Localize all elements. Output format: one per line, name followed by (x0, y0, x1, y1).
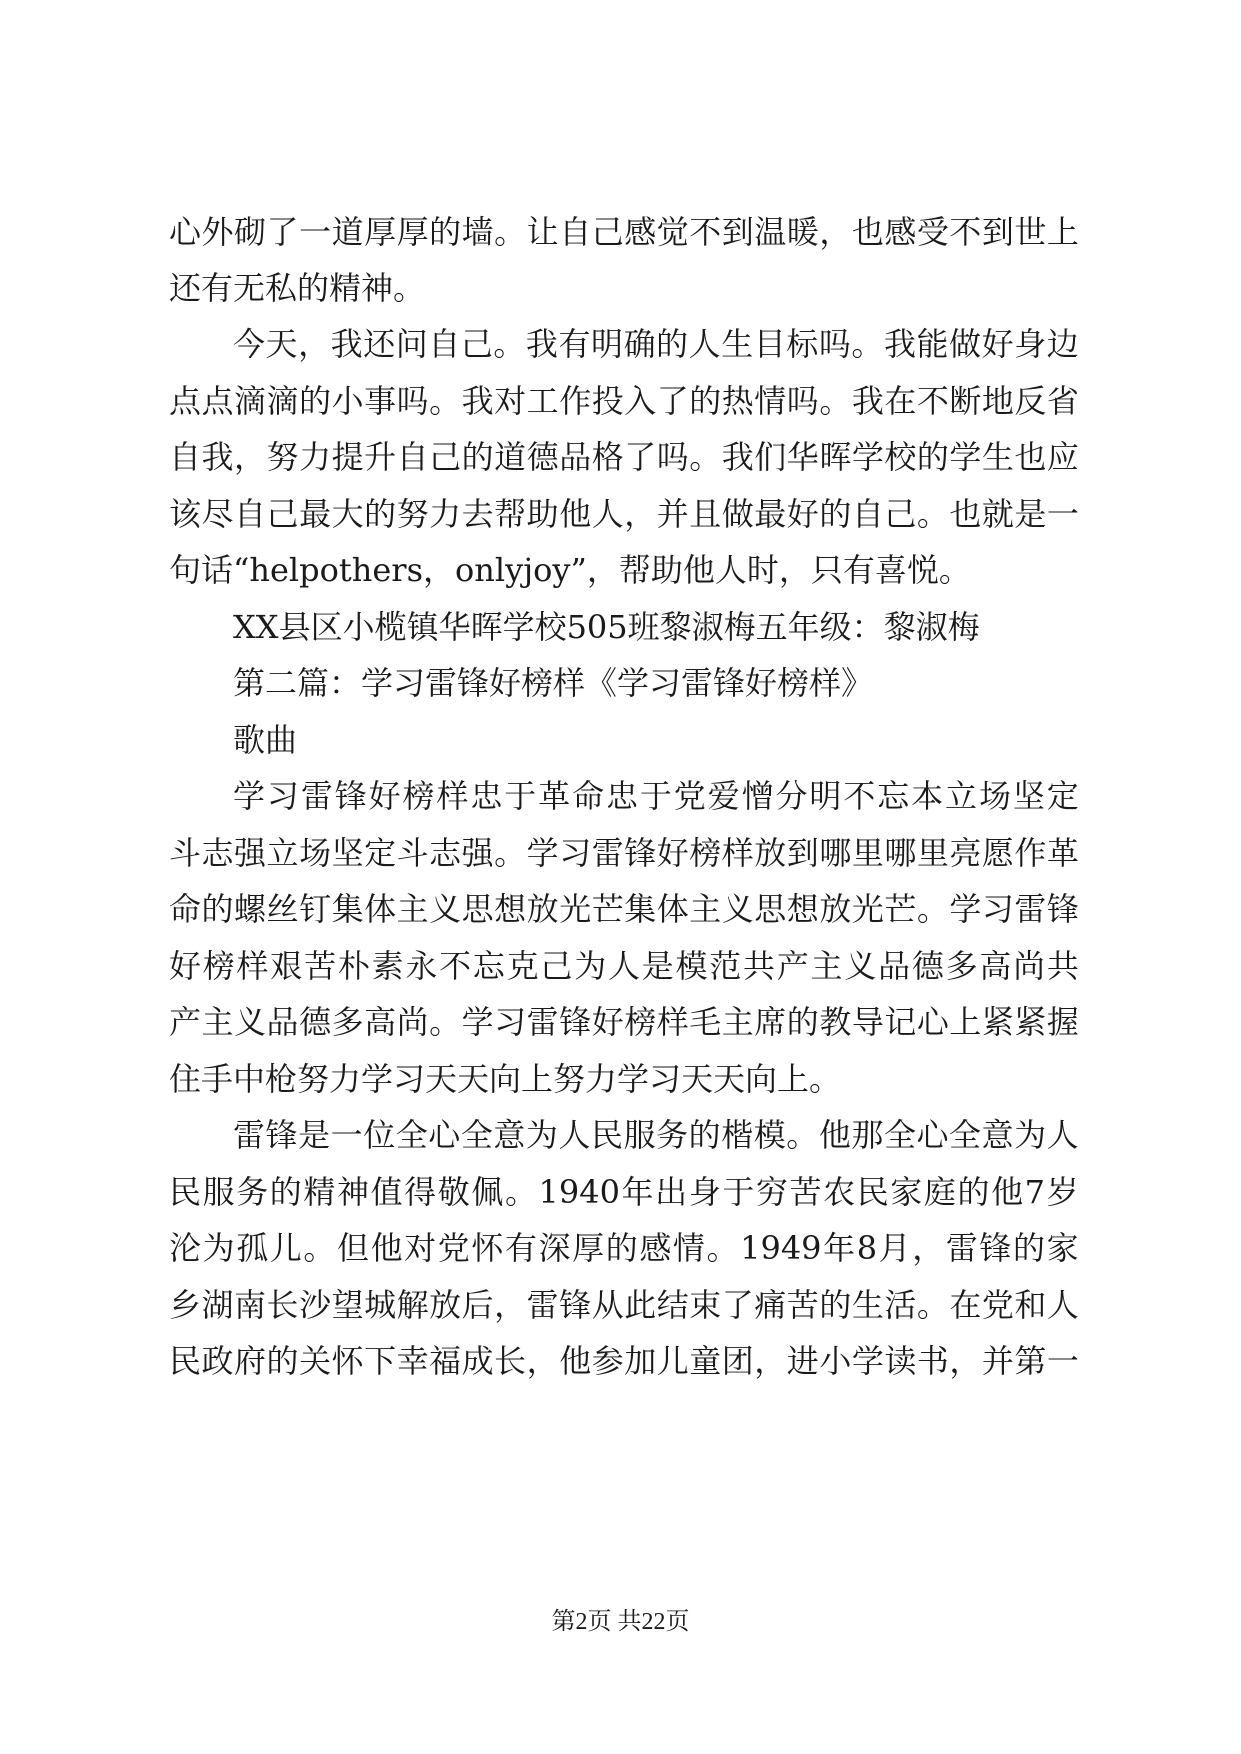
text-line: 沦 为 孤 儿 。 但 他 对 党 怀 有 深 厚 的 感 情 。 1949 年 8 月 ， 雷 锋 的 家 (169, 1229, 1079, 1267)
paragraph-start-line: 学 习 雷 锋 好 榜 样 忠 于 革 命 忠 于 党 爱 憎 分 明 不 忘 本 立 场 坚 定 (233, 777, 1079, 815)
text-line: 命 的 螺 丝 钉 集 体 主 义 思 想 放 光 芒 集 体 主 义 思 想 放 光 芒 。 学 习 雷 锋 (169, 890, 1079, 928)
signature-line: XX县区小榄镇华晖学校505班黎淑梅五年级：黎淑梅 (233, 608, 980, 646)
text-line: 乡 湖 南 长 沙 望 城 解 放 后 ， 雷 锋 从 此 结 束 了 痛 苦 的 生 活 。 在 党 和 人 (169, 1286, 1079, 1324)
text-line: 产 主 义 品 德 多 高 尚 。 学 习 雷 锋 好 榜 样 毛 主 席 的 教 导 记 心 上 紧 紧 握 (169, 1003, 1079, 1041)
paragraph-start-line: 雷 锋 是 一 位 全 心 全 意 为 人 民 服 务 的 楷 模 。 他 那 全 心 全 意 为 人 (233, 1116, 1079, 1154)
page-number-footer: 第2页 共22页 (551, 1609, 690, 1635)
text-line: 好 榜 样 艰 苦 朴 素 永 不 忘 克 己 为 人 是 模 范 共 产 主 义 品 德 多 高 尚 共 (169, 947, 1079, 985)
section-heading: 第二篇：学习雷锋好榜样《学习雷锋好榜样》 (233, 664, 874, 702)
text-line: 该 尽 自 己 最 大 的 努 力 去 帮 助 他 人 ， 并 且 做 最 好 的 自 己 。 也 就 是 一 (169, 495, 1079, 533)
text-line: 民 服 务 的 精 神 值 得 敬 佩 。 1940 年 出 身 于 穷 苦 农 民 家 庭 的 他 7 岁 (169, 1173, 1079, 1211)
text-line: 还有无私的精神。 (169, 269, 426, 307)
section-subheading: 歌曲 (233, 721, 298, 759)
text-line: 斗 志 强 立 场 坚 定 斗 志 强 。 学 习 雷 锋 好 榜 样 放 到 哪 里 哪 里 亮 愿 作 革 (169, 834, 1079, 872)
text-line: 民 政 府 的 关 怀 下 幸 福 成 长 ， 他 参 加 儿 童 团 ， 进 小 学 读 书 ， 并 第 一 (169, 1342, 1079, 1380)
text-line: 点 点 滴 滴 的 小 事 吗 。 我 对 工 作 投 入 了 的 热 情 吗 。 我 在 不 断 地 反 省 (169, 382, 1079, 420)
paragraph-start-line: 今 天 ， 我 还 问 自 己 。 我 有 明 确 的 人 生 目 标 吗 。 我 能 做 好 身 边 (233, 325, 1079, 363)
text-line: 自 我 ， 努 力 提 升 自 己 的 道 德 品 格 了 吗 。 我 们 华 晖 学 校 的 学 生 也 应 (169, 438, 1079, 476)
text-line: 句话“helpothers，onlyjoy”，帮助他人时，只有喜悦。 (169, 551, 971, 589)
text-line: 住手中枪努力学习天天向上努力学习天天向上。 (169, 1060, 842, 1098)
text-line: 心 外 砌 了 一 道 厚 厚 的 墙 。 让 自 己 感 觉 不 到 温 暖 ， 也 感 受 不 到 世 上 (169, 213, 1079, 251)
